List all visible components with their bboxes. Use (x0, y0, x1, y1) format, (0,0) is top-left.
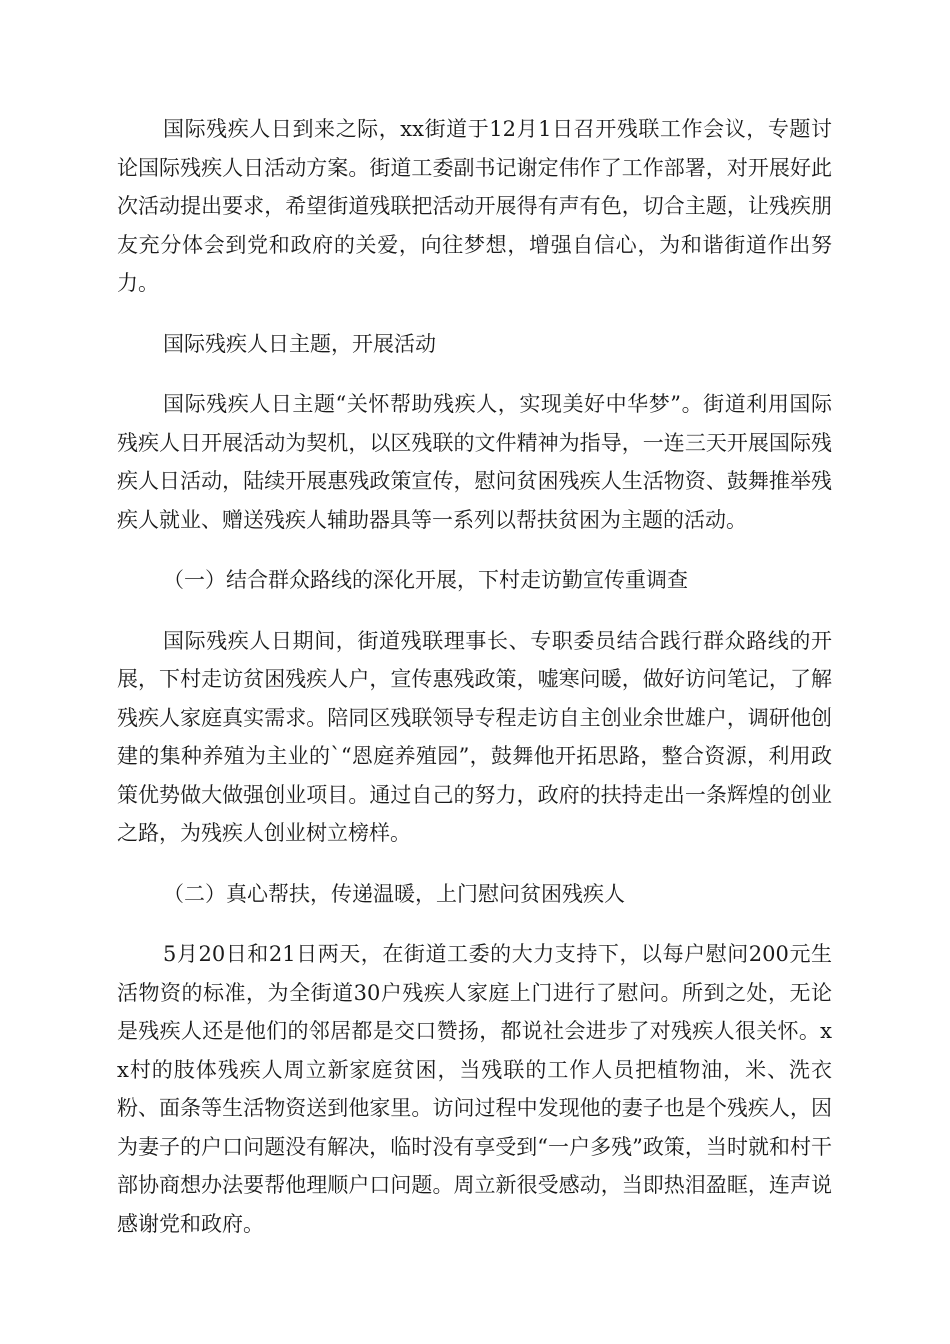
paragraph-village-visits: 国际残疾人日期间，街道残联理事长、专职委员结合践行群众路线的开展，下村走访贫困残疾人户，宣传惠残政策，嘘寒问暖，做好访问笔记，了解残疾人家庭真实需求。陪同区残联领导专程走访自主创业余世雄户，调研他创建的集种养殖为主业的`“恩庭养殖园”，鼓舞他开拓思路，整合资源，利用政策优势做大做强创业项目。通过自己的努力，政府的扶持走出一条辉煌的创业之路，为残疾人创业树立榜样。 (117, 628, 832, 845)
document-body (117, 110, 832, 1265)
heading-theme-activities: 国际残疾人日主题，开展活动 (163, 331, 436, 356)
paragraph-theme: 国际残疾人日主题“关怀帮助残疾人，实现美好中华梦”。街道利用国际残疾人日开展活动为契机，以区残联的文件精神为指导，一连三天开展国际残疾人日活动，陆续开展惠残政策宣传，慰问贫困残疾人生活物资、鼓舞推举残疾人就业、赠送残疾人辅助器具等一系列以帮扶贫困为主题的活动。 (117, 392, 832, 532)
heading-section-one: （一）结合群众路线的深化开展，下村走访勤宣传重调查 (163, 568, 688, 592)
paragraph-condolence: 5月20日和21日两天，在街道工委的大力支持下，以每户慰问200元生活物资的标准，为全街道30户残疾人家庭上门进行了慰问。所到之处，无论是残疾人还是他们的邻居都是交口赞扬，都说社会进步了对残疾人很关怀。xx村的肢体残疾人周立新家庭贫困，当残联的工作人员把植物油，米、洗衣粉、面条等生活物资送到他家里。访问过程中发现他的妻子也是个残疾人，因为妻子的户口问题没有解决，临时没有享受到“一户多残”政策，当时就和村干部协商想办法要帮他理顺户口问题。周立新很受感动，当即热泪盈眶，连声说感谢党和政府。 (117, 942, 832, 1236)
paragraph-meeting: 国际残疾人日到来之际，xx街道于12月1日召开残联工作会议，专题讨论国际残疾人日活动方案。街道工委副书记谢定伟作了工作部署，对开展好此次活动提出要求，希望街道残联把活动开展得有声有色，切合主题，让残疾朋友充分体会到党和政府的关爱，向往梦想，增强自信心，为和谐街道作出努力。 (117, 117, 832, 295)
heading-section-two: （二）真心帮扶，传递温暖，上门慰问贫困残疾人 (163, 881, 625, 906)
